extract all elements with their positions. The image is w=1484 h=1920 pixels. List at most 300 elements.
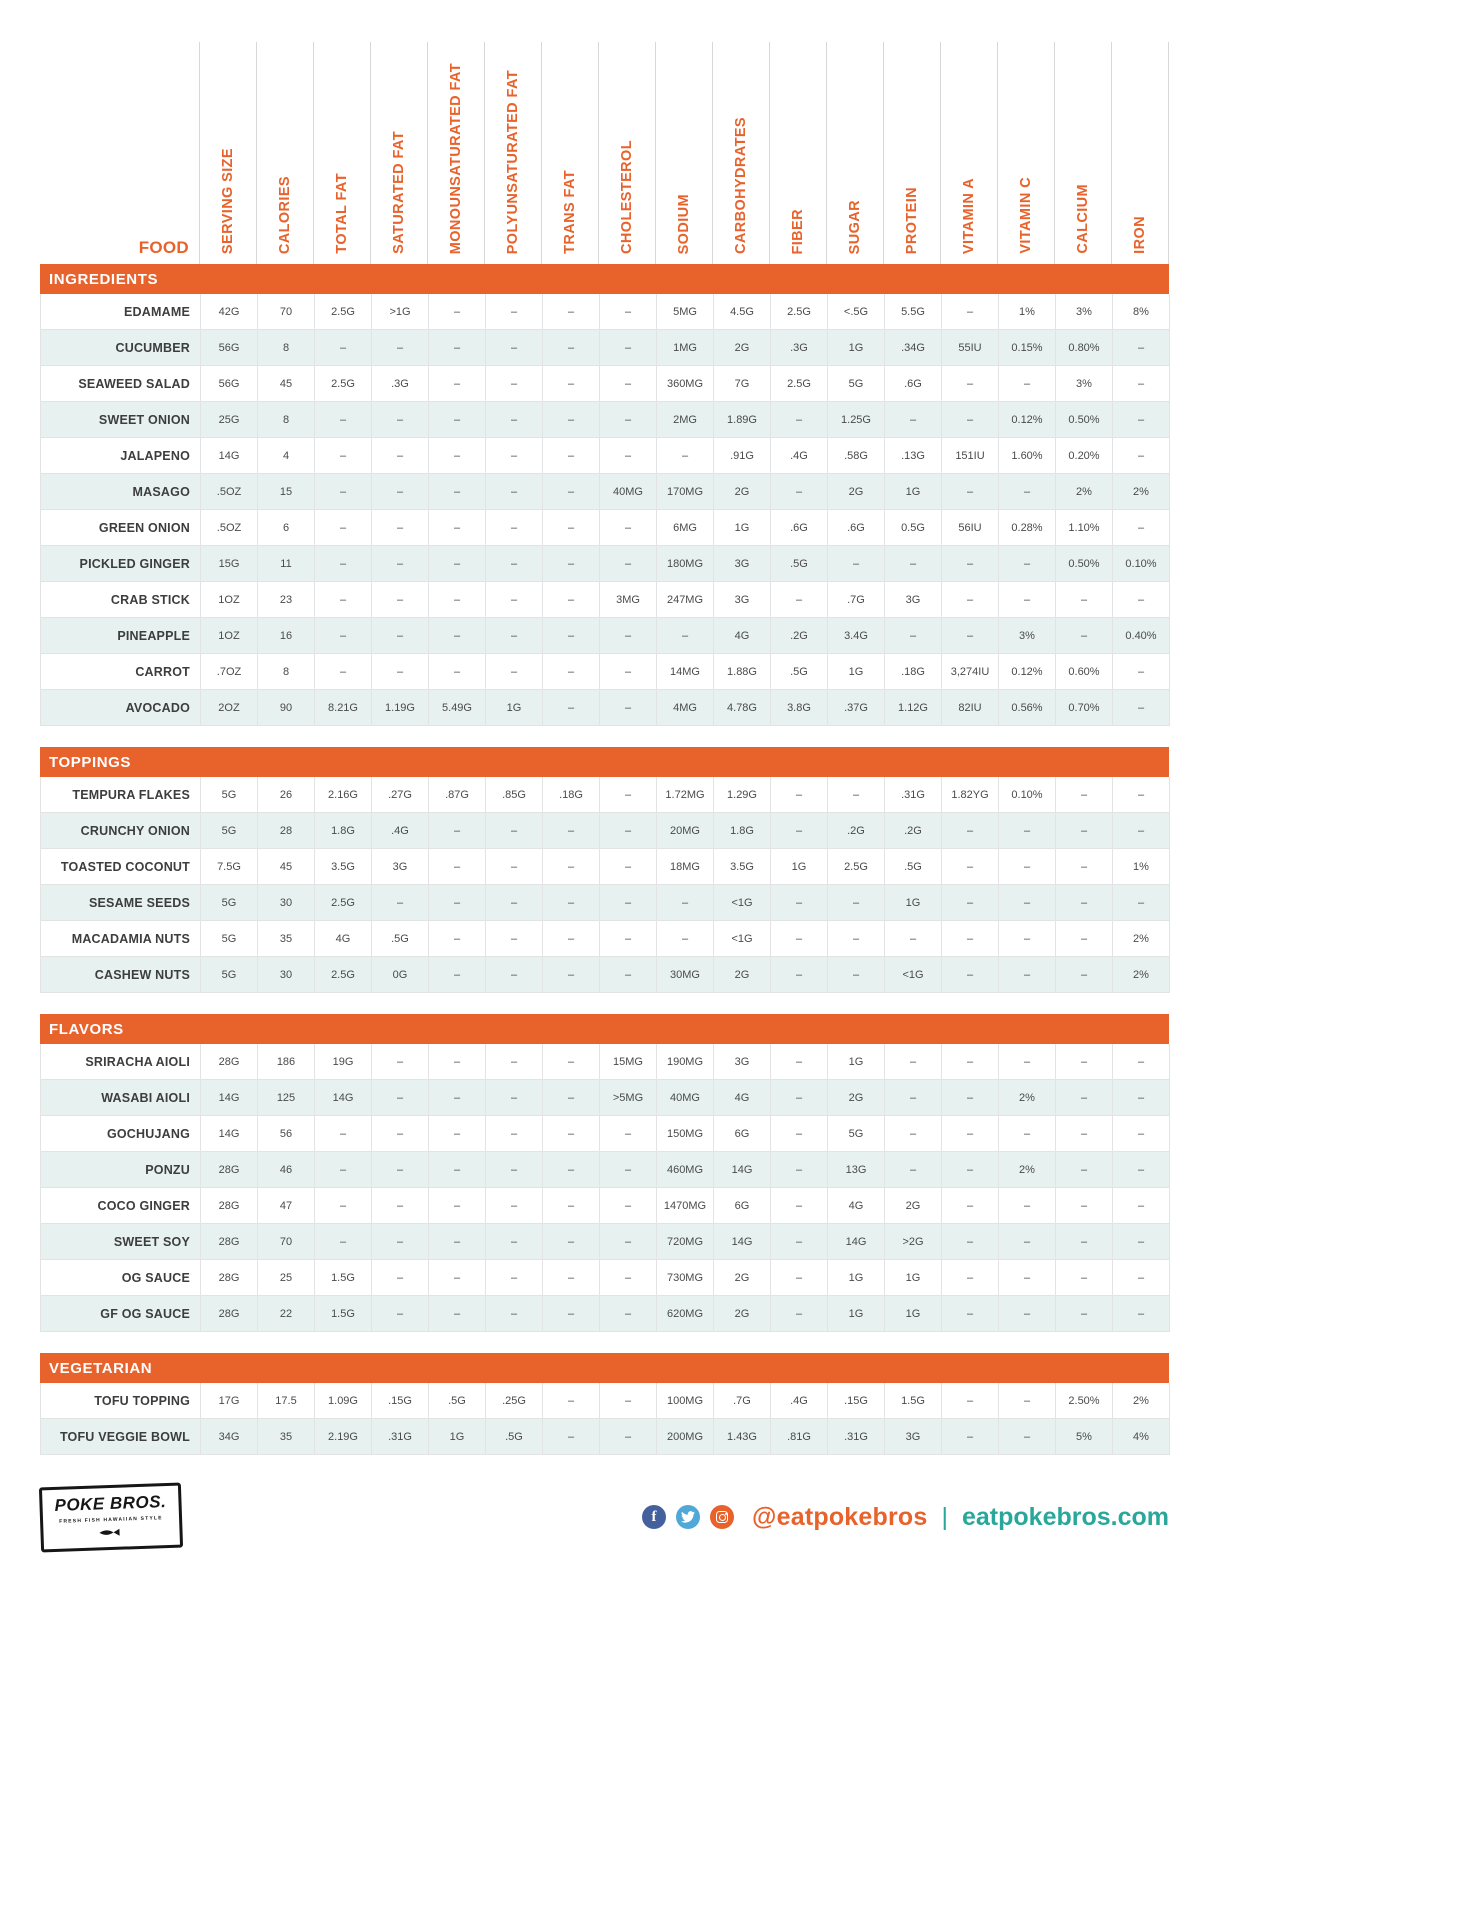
value-cell: – [600, 885, 657, 921]
value-cell: – [543, 294, 600, 330]
value-cell: – [1113, 777, 1170, 813]
value-cell: 3G [885, 582, 942, 618]
value-cell: 56IU [942, 510, 999, 546]
value-cell: – [543, 957, 600, 993]
value-cell: 460MG [657, 1152, 714, 1188]
value-cell: – [486, 1224, 543, 1260]
value-cell: – [600, 618, 657, 654]
value-cell: 4% [1113, 1419, 1170, 1455]
value-cell: 30MG [657, 957, 714, 993]
value-cell: – [372, 402, 429, 438]
value-cell: 247MG [657, 582, 714, 618]
value-cell: 5G [201, 957, 258, 993]
food-name: MACADAMIA NUTS [41, 921, 201, 957]
value-cell: – [429, 294, 486, 330]
value-cell: – [372, 438, 429, 474]
value-cell: 1.89G [714, 402, 771, 438]
column-header-label: CALCIUM [1075, 184, 1091, 254]
value-cell: – [429, 1116, 486, 1152]
value-cell: – [1113, 1296, 1170, 1332]
value-cell: – [372, 582, 429, 618]
value-cell: 2G [714, 474, 771, 510]
value-cell: 0.40% [1113, 618, 1170, 654]
value-cell: – [1113, 1044, 1170, 1080]
value-cell: – [771, 1260, 828, 1296]
value-cell: – [828, 921, 885, 957]
value-cell: – [315, 330, 372, 366]
value-cell: – [543, 366, 600, 402]
column-header-label: CALORIES [277, 175, 293, 254]
fish-icon [55, 1522, 167, 1544]
value-cell: – [486, 402, 543, 438]
value-cell: 46 [258, 1152, 315, 1188]
value-cell: – [543, 1080, 600, 1116]
value-cell: – [999, 849, 1056, 885]
value-cell: 1.60% [999, 438, 1056, 474]
value-cell: – [429, 366, 486, 402]
value-cell: .25G [486, 1383, 543, 1419]
value-cell: 1% [1113, 849, 1170, 885]
value-cell: 47 [258, 1188, 315, 1224]
food-name: CRUNCHY ONION [41, 813, 201, 849]
value-cell: – [1056, 921, 1113, 957]
value-cell: 5.49G [429, 690, 486, 726]
value-cell: 14MG [657, 654, 714, 690]
value-cell: – [372, 1044, 429, 1080]
value-cell: – [543, 546, 600, 582]
value-cell: – [429, 330, 486, 366]
value-cell: – [315, 402, 372, 438]
value-cell: – [372, 1224, 429, 1260]
value-cell: 14G [201, 1116, 258, 1152]
column-header-label: TRANS FAT [562, 170, 578, 254]
value-cell: 6 [258, 510, 315, 546]
value-cell: 186 [258, 1044, 315, 1080]
value-cell: – [486, 849, 543, 885]
value-cell: – [600, 1152, 657, 1188]
value-cell: – [657, 885, 714, 921]
website-link[interactable]: eatpokebros.com [961, 1502, 1169, 1531]
page-footer [40, 1482, 1169, 1552]
value-cell: 28G [201, 1224, 258, 1260]
value-cell: 28 [258, 813, 315, 849]
value-cell: – [771, 1080, 828, 1116]
value-cell: 18MG [657, 849, 714, 885]
value-cell: 22 [258, 1296, 315, 1332]
value-cell: – [543, 1044, 600, 1080]
twitter-icon[interactable] [676, 1505, 700, 1529]
food-name: PINEAPPLE [41, 618, 201, 654]
value-cell: 2.19G [315, 1419, 372, 1455]
column-header-cholesterol [599, 42, 656, 264]
food-name: TEMPURA FLAKES [41, 777, 201, 813]
value-cell: – [372, 1260, 429, 1296]
value-cell: – [600, 777, 657, 813]
value-cell: – [429, 582, 486, 618]
value-cell: .4G [771, 438, 828, 474]
value-cell: 8% [1113, 294, 1170, 330]
value-cell: 1MG [657, 330, 714, 366]
value-cell: 0.20% [1056, 438, 1113, 474]
value-cell: 0.60% [1056, 654, 1113, 690]
value-cell: – [942, 402, 999, 438]
food-name: PONZU [41, 1152, 201, 1188]
value-cell: – [372, 1152, 429, 1188]
value-cell: – [999, 1383, 1056, 1419]
value-cell: 360MG [657, 366, 714, 402]
value-cell: 1.82YG [942, 777, 999, 813]
value-cell: – [486, 885, 543, 921]
value-cell: 100MG [657, 1383, 714, 1419]
instagram-icon[interactable] [710, 1505, 734, 1529]
value-cell: .2G [828, 813, 885, 849]
value-cell: .85G [486, 777, 543, 813]
column-header-label: FIBER [790, 208, 806, 254]
value-cell: 70 [258, 294, 315, 330]
value-cell: – [543, 618, 600, 654]
value-cell: – [942, 1116, 999, 1152]
value-cell: 8 [258, 654, 315, 690]
value-cell: – [942, 1419, 999, 1455]
value-cell: – [600, 1116, 657, 1152]
value-cell: 14G [714, 1224, 771, 1260]
value-cell: – [1056, 1044, 1113, 1080]
value-cell: – [999, 582, 1056, 618]
value-cell: – [543, 474, 600, 510]
value-cell: 34G [201, 1419, 258, 1455]
value-cell: – [429, 438, 486, 474]
value-cell: 2.5G [828, 849, 885, 885]
column-header-label: SERVING SIZE [220, 147, 236, 254]
value-cell: 3.8G [771, 690, 828, 726]
value-cell: 5.5G [885, 294, 942, 330]
column-header-calcium [1055, 42, 1112, 264]
value-cell: 4MG [657, 690, 714, 726]
value-cell: 23 [258, 582, 315, 618]
section-header-ingredients: INGREDIENTS [40, 264, 1169, 294]
value-cell: .31G [828, 1419, 885, 1455]
value-cell: 13G [828, 1152, 885, 1188]
value-cell: – [429, 1080, 486, 1116]
value-cell: 2.50% [1056, 1383, 1113, 1419]
value-cell: – [372, 885, 429, 921]
table-sections [40, 264, 1169, 1455]
value-cell: – [315, 546, 372, 582]
value-cell: 3% [999, 618, 1056, 654]
food-name: SWEET SOY [41, 1224, 201, 1260]
value-cell: – [828, 885, 885, 921]
value-cell: 5% [1056, 1419, 1113, 1455]
value-cell: 1.72MG [657, 777, 714, 813]
value-cell: – [372, 1116, 429, 1152]
food-name: SEAWEED SALAD [41, 366, 201, 402]
value-cell: 30 [258, 885, 315, 921]
value-cell: .13G [885, 438, 942, 474]
value-cell: – [942, 813, 999, 849]
food-name: CASHEW NUTS [41, 957, 201, 993]
value-cell: – [885, 546, 942, 582]
value-cell: – [942, 618, 999, 654]
value-cell: – [429, 1260, 486, 1296]
value-cell: – [600, 294, 657, 330]
food-name: CRAB STICK [41, 582, 201, 618]
value-cell: – [486, 546, 543, 582]
value-cell: – [543, 402, 600, 438]
logo-subtitle: FRESH FISH HAWAIIAN STYLE [59, 1514, 163, 1525]
value-cell: 2G [714, 1260, 771, 1296]
value-cell: 8 [258, 402, 315, 438]
value-cell: .31G [885, 777, 942, 813]
value-cell: .6G [828, 510, 885, 546]
value-cell: 1G [828, 1044, 885, 1080]
value-cell: – [771, 813, 828, 849]
value-cell: 1G [486, 690, 543, 726]
value-cell: 3G [885, 1419, 942, 1455]
value-cell: 730MG [657, 1260, 714, 1296]
value-cell: – [486, 510, 543, 546]
value-cell: – [600, 1188, 657, 1224]
value-cell: – [1056, 1080, 1113, 1116]
value-cell: 1G [885, 885, 942, 921]
value-cell: – [771, 921, 828, 957]
value-cell: 4.78G [714, 690, 771, 726]
value-cell: 1.5G [315, 1296, 372, 1332]
value-cell: – [1113, 402, 1170, 438]
footer-separator: | [941, 1502, 948, 1531]
value-cell: 2G [714, 957, 771, 993]
value-cell: 15G [201, 546, 258, 582]
value-cell: – [885, 921, 942, 957]
value-cell: .5G [486, 1419, 543, 1455]
value-cell: 2G [714, 330, 771, 366]
value-cell: – [828, 546, 885, 582]
column-header-sodium [656, 42, 713, 264]
section-table-toppings [40, 777, 1169, 993]
value-cell: 4G [315, 921, 372, 957]
value-cell: 1.43G [714, 1419, 771, 1455]
value-cell: – [600, 849, 657, 885]
section-header-toppings: TOPPINGS [40, 747, 1169, 777]
value-cell: .37G [828, 690, 885, 726]
food-name: OG SAUCE [41, 1260, 201, 1296]
value-cell: – [771, 474, 828, 510]
value-cell: – [942, 885, 999, 921]
value-cell: – [942, 957, 999, 993]
value-cell: – [1056, 813, 1113, 849]
value-cell: – [315, 582, 372, 618]
value-cell: – [600, 330, 657, 366]
value-cell: 151IU [942, 438, 999, 474]
value-cell: 2.5G [771, 366, 828, 402]
value-cell: .5OZ [201, 510, 258, 546]
value-cell: – [1113, 813, 1170, 849]
value-cell: – [600, 690, 657, 726]
value-cell: 2% [999, 1152, 1056, 1188]
column-header-label: SUGAR [847, 199, 863, 254]
value-cell: – [543, 813, 600, 849]
value-cell: – [372, 474, 429, 510]
value-cell: 6G [714, 1188, 771, 1224]
value-cell: – [543, 1188, 600, 1224]
value-cell: 35 [258, 1419, 315, 1455]
facebook-icon[interactable]: f [642, 1505, 666, 1529]
column-header-label: PROTEIN [904, 186, 920, 254]
value-cell: – [315, 618, 372, 654]
value-cell: – [942, 1080, 999, 1116]
column-header-calories [257, 42, 314, 264]
value-cell: 45 [258, 849, 315, 885]
value-cell: – [543, 654, 600, 690]
value-cell: – [543, 1260, 600, 1296]
value-cell: – [429, 957, 486, 993]
value-cell: – [315, 1224, 372, 1260]
value-cell: 1.8G [315, 813, 372, 849]
value-cell: – [771, 1152, 828, 1188]
value-cell: 1G [771, 849, 828, 885]
value-cell: 2G [828, 474, 885, 510]
value-cell: – [771, 777, 828, 813]
value-cell: 1G [885, 1260, 942, 1296]
column-header-vitamin-c [998, 42, 1055, 264]
food-name: SWEET ONION [41, 402, 201, 438]
value-cell: – [1113, 1224, 1170, 1260]
value-cell: 2G [714, 1296, 771, 1332]
value-cell: – [543, 1116, 600, 1152]
value-cell: .87G [429, 777, 486, 813]
value-cell: – [315, 474, 372, 510]
value-cell: 2% [999, 1080, 1056, 1116]
value-cell: – [600, 921, 657, 957]
value-cell: 180MG [657, 546, 714, 582]
value-cell: – [1113, 438, 1170, 474]
value-cell: 90 [258, 690, 315, 726]
value-cell: 1.5G [315, 1260, 372, 1296]
value-cell: 4 [258, 438, 315, 474]
value-cell: – [771, 957, 828, 993]
value-cell: >5MG [600, 1080, 657, 1116]
value-cell: – [486, 330, 543, 366]
value-cell: – [429, 654, 486, 690]
value-cell: .7G [828, 582, 885, 618]
value-cell: 28G [201, 1188, 258, 1224]
value-cell: 82IU [942, 690, 999, 726]
value-cell: .15G [828, 1383, 885, 1419]
value-cell: 16 [258, 618, 315, 654]
value-cell: 2% [1113, 921, 1170, 957]
value-cell: 56G [201, 330, 258, 366]
value-cell: – [429, 849, 486, 885]
value-cell: 3,274IU [942, 654, 999, 690]
value-cell: 2.5G [315, 885, 372, 921]
food-name: COCO GINGER [41, 1188, 201, 1224]
value-cell: 56G [201, 366, 258, 402]
food-name: CUCUMBER [41, 330, 201, 366]
value-cell: – [600, 438, 657, 474]
value-cell: 0.10% [1113, 546, 1170, 582]
logo-title: POKE BROS. [54, 1491, 167, 1515]
value-cell: – [771, 1188, 828, 1224]
value-cell: 1G [828, 1260, 885, 1296]
value-cell: – [486, 1152, 543, 1188]
value-cell: – [429, 402, 486, 438]
column-header-label: POLYUNSATURATED FAT [505, 69, 521, 254]
value-cell: .7OZ [201, 654, 258, 690]
table-header-row [40, 42, 1169, 264]
value-cell: – [600, 366, 657, 402]
value-cell: 14G [828, 1224, 885, 1260]
value-cell: 17.5 [258, 1383, 315, 1419]
value-cell: – [1113, 1116, 1170, 1152]
value-cell: – [372, 330, 429, 366]
value-cell: – [486, 957, 543, 993]
value-cell: <1G [885, 957, 942, 993]
value-cell: 3G [714, 546, 771, 582]
value-cell: – [999, 1224, 1056, 1260]
value-cell: 5G [201, 885, 258, 921]
value-cell: – [771, 1224, 828, 1260]
value-cell: – [486, 1044, 543, 1080]
column-header-label: VITAMIN C [1018, 177, 1034, 254]
value-cell: 1.25G [828, 402, 885, 438]
value-cell: 5G [201, 921, 258, 957]
value-cell: 40MG [600, 474, 657, 510]
value-cell: 1G [828, 1296, 885, 1332]
value-cell: – [600, 654, 657, 690]
value-cell: 1.12G [885, 690, 942, 726]
value-cell: – [372, 1296, 429, 1332]
value-cell: – [543, 1152, 600, 1188]
section-header-flavors: FLAVORS [40, 1014, 1169, 1044]
value-cell: 3G [372, 849, 429, 885]
value-cell: 3% [1056, 294, 1113, 330]
value-cell: .5G [771, 546, 828, 582]
value-cell: 3% [1056, 366, 1113, 402]
value-cell: – [486, 1260, 543, 1296]
value-cell: 4G [714, 618, 771, 654]
value-cell: – [429, 474, 486, 510]
column-header-vitamin-a [941, 42, 998, 264]
value-cell: 4G [828, 1188, 885, 1224]
value-cell: 1.29G [714, 777, 771, 813]
column-header-saturated-fat [371, 42, 428, 264]
social-handle[interactable]: @eatpokebros [752, 1502, 928, 1531]
value-cell: 2.5G [315, 366, 372, 402]
value-cell: 70 [258, 1224, 315, 1260]
value-cell: <.5G [828, 294, 885, 330]
value-cell: 2OZ [201, 690, 258, 726]
column-header-label: CHOLESTEROL [619, 140, 635, 254]
value-cell: – [999, 1419, 1056, 1455]
value-cell: – [771, 1116, 828, 1152]
value-cell: .27G [372, 777, 429, 813]
value-cell: – [657, 921, 714, 957]
value-cell: – [999, 1188, 1056, 1224]
value-cell: – [543, 438, 600, 474]
value-cell: – [429, 1044, 486, 1080]
value-cell: – [942, 1188, 999, 1224]
value-cell: – [771, 582, 828, 618]
value-cell: 14G [714, 1152, 771, 1188]
column-header-sugar [827, 42, 884, 264]
food-column-header: FOOD [40, 42, 200, 264]
value-cell: 2.5G [771, 294, 828, 330]
value-cell: – [1113, 510, 1170, 546]
value-cell: – [828, 777, 885, 813]
value-cell: – [1056, 1224, 1113, 1260]
value-cell: – [600, 957, 657, 993]
value-cell: 1.19G [372, 690, 429, 726]
value-cell: .58G [828, 438, 885, 474]
